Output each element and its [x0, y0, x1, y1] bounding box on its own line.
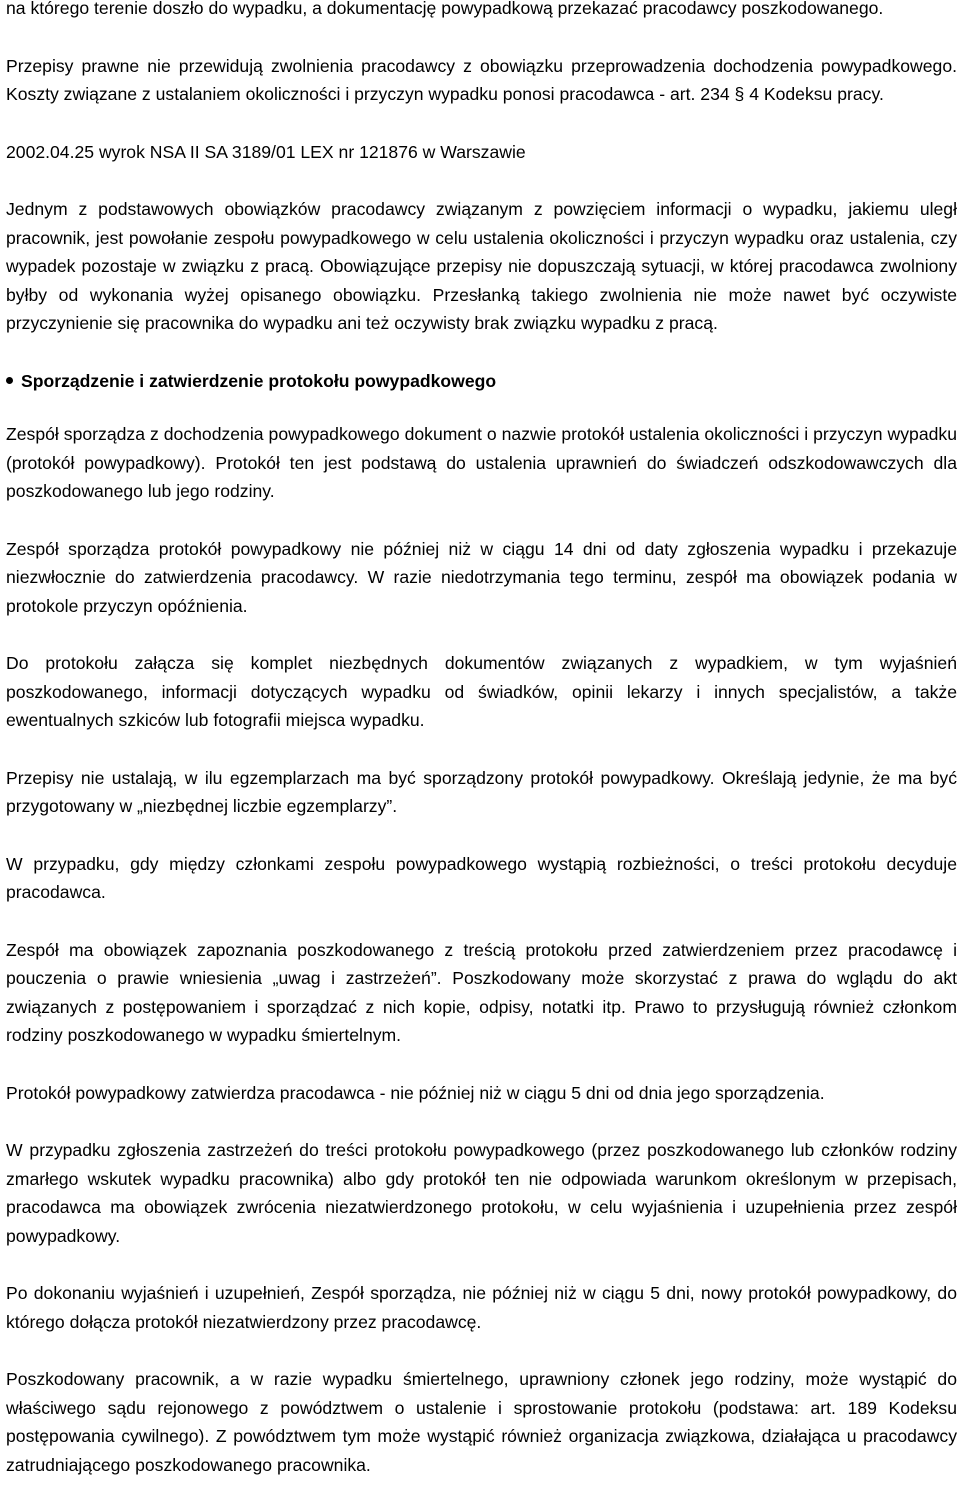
- paragraph-employer-obligation: Przepisy prawne nie przewidują zwolnienia pracodawcy z obowiązku przeprowadzenia dochodzenia powypadkowego. Koszty związane z ustalaniem okoliczności i przyczyn wypadku ponosi pracodawca - art. 234 § 4 Kodeksu pracy.: [6, 55, 957, 104]
- paragraph-protocol-attachments: Do protokołu załącza się komplet niezbędnych dokumentów związanych z wypadkiem, w tym wyjaśnień poszkodowanego, informacji dotyczących wypadku od świadków, opinii lekarzy i innych specjalistów, a także ewentualnych szkiców lub fotografii miejsca wypadku.: [6, 653, 957, 730]
- paragraph-intro-continuation: na którego terenie doszło do wypadku, a dokumentację powypadkową przekazać pracodawcy poszkodowanego.: [6, 0, 884, 18]
- paragraph-injured-rights: Zespół ma obowiązek zapoznania poszkodowanego z treścią protokołu przed zatwierdzeniem przez pracodawcę i pouczenia o prawie wniesienia „uwag i zastrzeżeń”. Poszkodowany może skorzystać z prawa do wglądu do akt związanych z postępowaniem i sporządzać z nich kopie, odpisy, notatki itp. Prawo to przysługują również członkom rodziny poszkodowanego w wypadku śmiertelnym.: [6, 939, 957, 1045]
- paragraph-court-action: Poszkodowany pracownik, a w razie wypadku śmiertelnego, uprawniony członek jego rodziny, może wystąpić do właściwego sądu rejonowego z powództwem o ustalenie i sprostowanie protokołu (podstawa: art. 189 Kodeksu postępowania cywilnego). Z powództwem tym może wystąpić również organizacja związkowa, działająca u pracodawcy zatrudniającego poszkodowanego pracownika.: [6, 1369, 957, 1475]
- paragraph-judgment-summary: Jednym z podstawowych obowiązków pracodawcy związanym z powzięciem informacji o wypadku, jakiemu uległ pracownik, jest powołanie zespołu powypadkowego w celu ustalenia okoliczności i przyczyn wypadku oraz ustalenia, czy wypadek pozostaje w związku z pracą. Obowiązujące przepisy nie dopuszczają sytuacji, w której pracodawca zwolniony byłby od wykonania wyżej opisanego obowiązku. Przesłanką takiego zwolnienia nie może nawet być oczywiste przyczynienie się pracownika do wypadku ani też oczywisty brak związku wypadku z pracą.: [6, 199, 957, 333]
- section-heading-row: [6, 367, 957, 396]
- document-page: [6, 0, 957, 1479]
- section-heading: Sporządzenie i zatwierdzenie protokołu powypadkowego: [21, 370, 497, 391]
- paragraph-approval-deadline: Protokół powypadkowy zatwierdza pracodawca - nie później niż w ciągu 5 dni od dnia jego sporządzenia.: [6, 1082, 825, 1103]
- bullet-icon: [6, 377, 13, 384]
- paragraph-protocol-definition: Zespół sporządza z dochodzenia powypadkowego dokument o nazwie protokół ustalenia okoliczności i przyczyn wypadku (protokół powypadkowy). Protokół ten jest podstawą do ustalenia uprawnień do świadczeń odszkodowawczych dla poszkodowanego lub jego rodziny.: [6, 424, 957, 501]
- paragraph-protocol-copies: Przepisy nie ustalają, w ilu egzemplarzach ma być sporządzony protokół powypadkowy. Określają jedynie, że ma być przygotowany w „niezbędnej liczbie egzemplarzy”.: [6, 767, 957, 816]
- paragraph-team-disagreement: W przypadku, gdy między członkami zespołu powypadkowego wystąpią rozbieżności, o treści protokołu decyduje pracodawca.: [6, 853, 957, 902]
- paragraph-judgment-citation: 2002.04.25 wyrok NSA II SA 3189/01 LEX nr 121876 w Warszawie: [6, 141, 526, 162]
- paragraph-objections: W przypadku zgłoszenia zastrzeżeń do treści protokołu powypadkowego (przez poszkodowanego lub członków rodziny zmarłego wskutek wypadku pracownika) albo gdy protokół ten nie odpowiada warunkom określonym w przepisach, pracodawca ma obowiązek zwrócenia niezatwierdzonego protokołu, w celu wyjaśnienia i uzupełnienia przez zespół powypadkowy.: [6, 1140, 957, 1246]
- paragraph-protocol-deadline: Zespół sporządza protokół powypadkowy nie później niż w ciągu 14 dni od daty zgłoszenia wypadku i przekazuje niezwłocznie do zatwierdzenia pracodawcy. W razie niedotrzymania tego terminu, zespół ma obowiązek podania w protokole przyczyn opóźnienia.: [6, 538, 957, 616]
- paragraph-new-protocol: Po dokonaniu wyjaśnień i uzupełnień, Zespół sporządza, nie później niż w ciągu 5 dni, nowy protokół powypadkowy, do którego dołącza protokół niezatwierdzony przez pracodawcę.: [6, 1283, 957, 1332]
